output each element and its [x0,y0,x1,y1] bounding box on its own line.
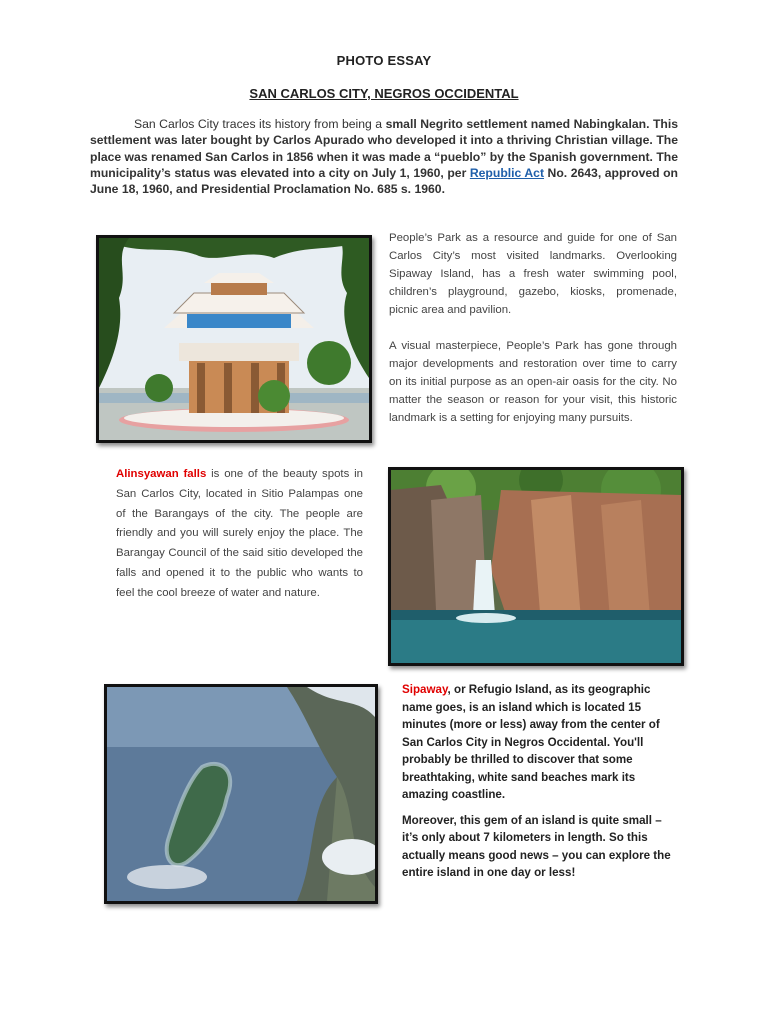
intro-paragraph [90,116,678,197]
alinsyawan-name: Alinsyawan falls [116,468,207,480]
intro-part1: San Carlos City traces its history from being a [134,117,386,131]
page-subtitle: SAN CARLOS CITY, NEGROS OCCIDENTAL [249,86,519,101]
intro-part2: . This settlement was later bought by Carlos Apurado who developed it into a thriving Christian village. The place was renamed San Carlos in 1856 when it was made a “pueblo” by the Spanish government. The municipality’s status was elevated into a city on July 1, 1960, per [90,117,678,180]
sipaway-text [402,681,680,890]
sipaway-description: , or Refugio Island, as its geographic name goes, is an island which is located 15 minutes (more or less) away from the center of San Carlos City in Negros Occidental. You'll probably be thrilled to discover that some breathtaking, white sand beaches mark its amazing coastline. [402,683,660,801]
peoples-park-paragraph-2: A visual masterpiece, People’s Park has gone through major developments and restoration over time to carry on its initial purpose as an open-air oasis for the city. No matter the season or reason for your visit, this historic landmark is a setting for enjoying many pursuits. [389,340,677,424]
alinsyawan-text [116,465,363,604]
alinsyawan-description: is one of the beauty spots in San Carlos City, located in Sitio Palampas one of the Barangays of the city. The people are friendly and you will surely enjoy the place. The Barangay Council of the said sitio developed the falls and opened it to the public who wants to feel the cool breeze of water and nature. [116,468,363,599]
page-title: PHOTO ESSAY [336,53,432,68]
republic-act-link[interactable]: Republic Act [469,165,545,180]
sipaway-name: Sipaway [402,683,448,696]
peoples-park-photo [96,235,372,443]
peoples-park-paragraph-1: People’s Park as a resource and guide for one of San Carlos City’s most visited landmarks. Overlooking Sipaway Island, has a fresh water swimming pool, children’s playground, gazebo, kiosks, promenade, picnic area and pavilion. [389,232,677,316]
sipaway-paragraph-2: Moreover, this gem of an island is quite small – it’s only about 7 kilometers in length. So this actually means good news – you can explore the entire island in one day or less! [402,813,671,879]
intro-part3: No. 2643, approved on June 18, 1960, and Presidential Proclamation No. 685 s. 1960. [90,165,679,197]
peoples-park-text [389,229,677,427]
alinsyawan-falls-photo [388,467,684,666]
intro-bold: small Negrito settlement named Nabingkalan [385,117,647,131]
sipaway-island-photo [104,684,378,904]
